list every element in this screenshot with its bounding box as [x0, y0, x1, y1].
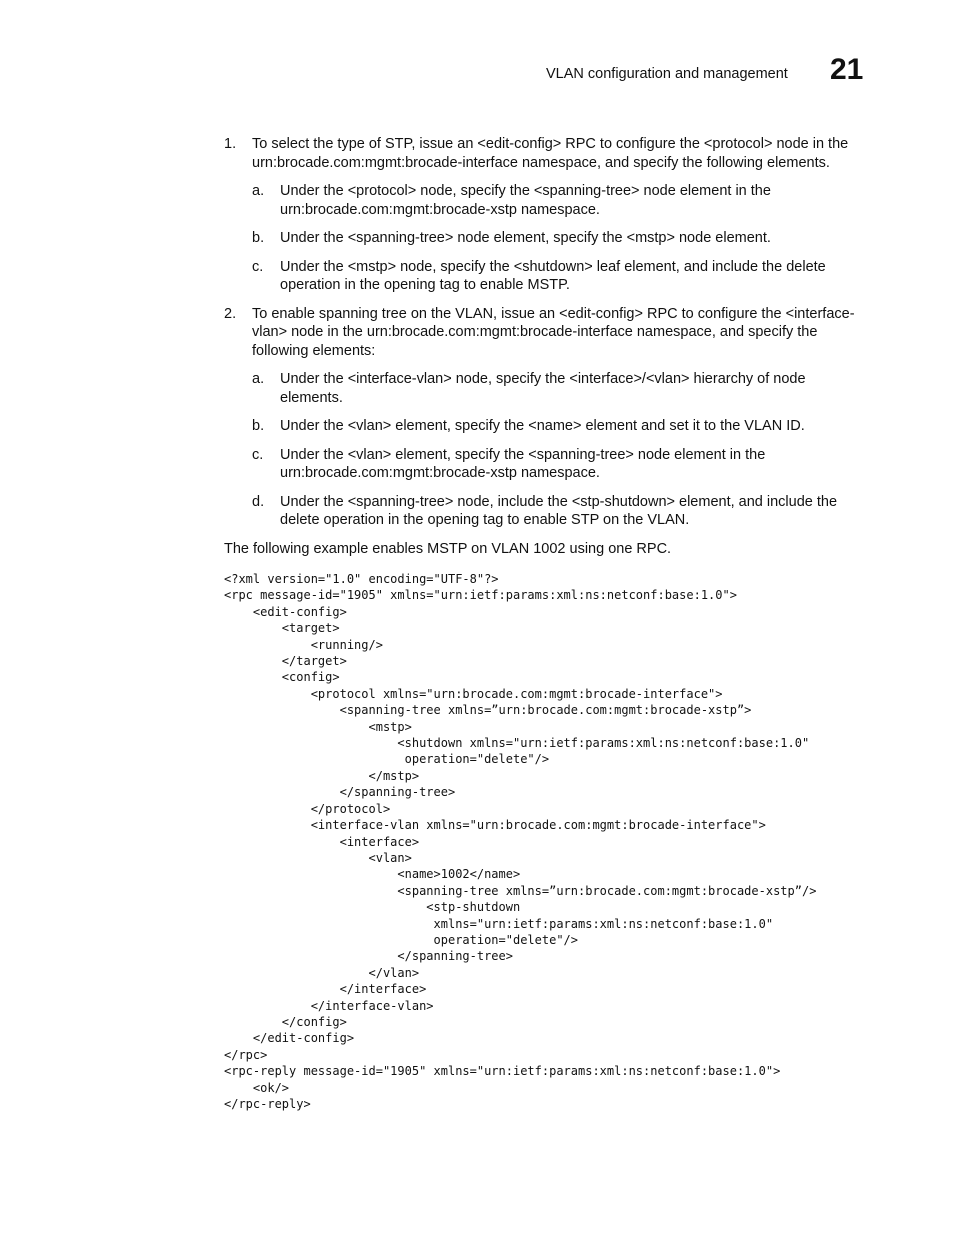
xml-code-example: <?xml version="1.0" encoding="UTF-8"?> <rpc message-id="1905" xmlns="urn:ietf:params:xml:ns:netconf:base:1.0"> <edit-config> <target> <running/> </target> <config> <protocol xmlns="urn:brocade.com:mgmt:brocade-interface"> <spanning-tree xmlns=”urn:brocade.com:mgmt:brocade-xstp”> <mstp> <shutdown xmlns="urn:ietf:params:xml:ns:netconf:base:1.0" operation="delete"/> </mstp> </spanning-tree> </protocol> <interface-vlan xmlns="urn:brocade.com:mgmt:brocade-interface"> <interface> <vlan> <name>1002</name> <spanning-tree xmlns=”urn:brocade.com:mgmt:brocade-xstp”/> <stp-shutdown xmlns="urn:ietf:params:xml:ns:netconf:base:1.0" operation="delete"/> </spanning-tree> </vlan> </interface> </interface-vlan> </config> </edit-config> </rpc> <rpc-reply message-id="1905" xmlns="urn:ietf:params:xml:ns:netconf:base:1.0"> <ok/> </rpc-reply> [224, 572, 817, 1111]
substep-letter: d. [252, 493, 265, 510]
substep-letter: a. [252, 183, 265, 199]
substep-letter: c. [252, 258, 264, 275]
substep-letter: c. [252, 446, 264, 463]
step-1 [224, 135, 864, 295]
step-number: 1. [224, 136, 237, 152]
substep-2c [252, 446, 864, 483]
substep-text: Under the <spanning-tree> node element, specify the <mstp> node element. [280, 230, 771, 246]
substep-2d [252, 493, 864, 530]
substep-text: Under the <vlan> element, specify the <spanning-tree> node element in the urn:brocade.com:mgmt:brocade-xstp namespace. [280, 446, 766, 481]
substep-1c [252, 258, 864, 295]
substep-text: Under the <protocol> node, specify the <spanning-tree> node element in the urn:brocade.com:mgmt:brocade-xstp namespace. [280, 183, 771, 218]
substep-text: Under the <spanning-tree> node, include the <stp-shutdown> element, and include the delete operation in the opening tag to enable STP on the VLAN. [280, 493, 838, 528]
chapter-number: 21 [830, 53, 864, 86]
step-2 [224, 305, 864, 530]
step-text: To select the type of STP, issue an <edit-config> RPC to configure the <protocol> node in the urn:brocade.com:mgmt:brocade-interface namespace, and specify the following elements. [252, 136, 849, 171]
step-text: To enable spanning tree on the VLAN, issue an <edit-config> RPC to configure the <interface-vlan> node in the urn:brocade.com:mgmt:brocade-interface namespace, and specify the following elements: [252, 305, 855, 359]
substep-1b [252, 229, 864, 248]
substep-letter: b. [252, 418, 265, 434]
substep-1a [252, 182, 864, 219]
running-header-title: VLAN configuration and management [546, 66, 788, 82]
substep-text: Under the <mstp> node, specify the <shutdown> leaf element, and include the delete operation in the opening tag to enable MSTP. [280, 258, 826, 293]
substep-2b [252, 417, 864, 436]
substep-text: Under the <interface-vlan> node, specify the <interface>/<vlan> hierarchy of node elements. [280, 371, 806, 406]
step-number: 2. [224, 305, 237, 322]
example-intro: The following example enables MSTP on VLAN 1002 using one RPC. [224, 540, 672, 557]
page-content [224, 135, 864, 1112]
substep-text: Under the <vlan> element, specify the <name> element and set it to the VLAN ID. [280, 418, 805, 434]
substep-2a [252, 370, 864, 407]
substep-letter: b. [252, 230, 265, 246]
substep-letter: a. [252, 371, 265, 387]
